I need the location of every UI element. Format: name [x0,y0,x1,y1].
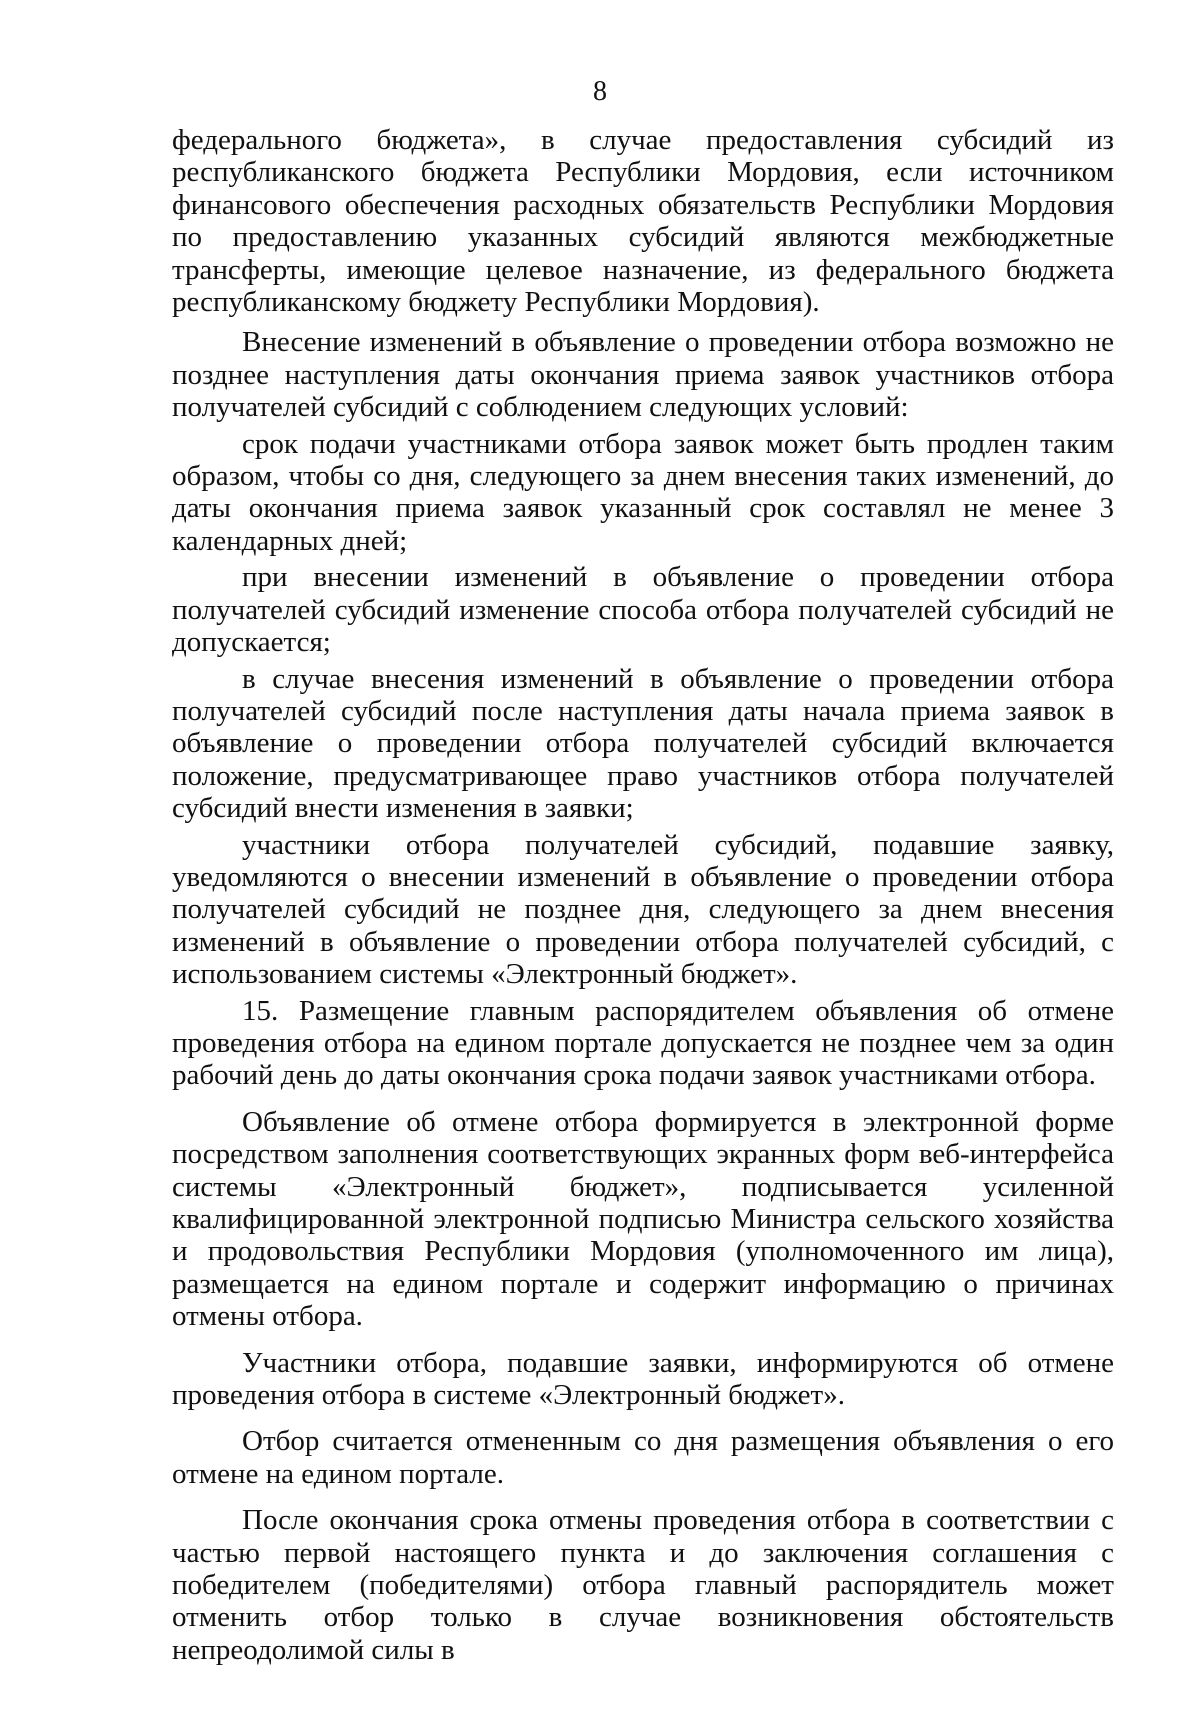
paragraph-deadline-extension: срок подачи участниками отбора заявок может быть продлен таким образом, чтобы со дня, следующего за днем внесения таких изменений, до даты окончания приема заявок указанный срок составлял не менее 3 календарных дней; [172,427,1114,557]
page-number: 8 [593,76,607,107]
paragraph-method-change: при внесении изменений в объявление о проведении отбора получателей субсидий изменение способа отбора получателей субсидий не допускается; [172,561,1114,659]
paragraph-item-15: 15. Размещение главным распорядителем объявления об отмене проведения отбора на едином портале допускается не позднее чем за один рабочий день до даты окончания срока подачи заявок участниками отбора. [172,994,1114,1092]
paragraph-selection-cancelled: Отбор считается отмененным со дня размещения объявления о его отмене на едином портале. [172,1425,1114,1490]
paragraph-continuation: федерального бюджета», в случае предоставления субсидий из республиканского бюджета Республики Мордовия, если источником финансового обеспечения расходных обязательств Республики Мордовия по предоставлению указанных субсидий являются межбюджетные трансферты, имеющие целевое назначение, из федерального бюджета республиканскому бюджету Республики Мордовия). [172,124,1114,319]
paragraph-participant-notification: участники отбора получателей субсидий, подавшие заявку, уведомляются о внесении изменений в объявление о проведении отбора получателей субсидий не позднее дня, следующего за днем внесения изменений в объявление о проведении отбора получателей субсидий, с использованием системы «Электронный бюджет». [172,828,1114,991]
paragraph-cancellation-notice: Объявление об отмене отбора формируется в электронной форме посредством заполнения соответствующих экранных форм веб-интерфейса системы «Электронный бюджет», подписывается усиленной квалифицированной электронной подписью Министра сельского хозяйства и продовольствия Республики Мордовия (уполномоченного им лица), размещается на едином портале и содержит информацию о причинах отмены отбора. [172,1105,1114,1333]
paragraph-participants-informed: Участники отбора, подавшие заявки, информируются об отмене проведения отбора в системе «Электронный бюджет». [172,1346,1114,1412]
paragraph-force-majeure: После окончания срока отмены проведения отбора в соответствии с частью первой настоящего пункта и до заключения соглашения с победителем (победителями) отбора главный распорядитель может отменить отбор только в случае возникновения обстоятельств непреодолимой силы в [172,1504,1114,1666]
paragraph-amendment-intro: Внесение изменений в объявление о проведении отбора возможно не позднее наступления даты окончания приема заявок участников отбора получателей субсидий с соблюдением следующих условий: [172,326,1114,424]
paragraph-amend-applications: в случае внесения изменений в объявление о проведении отбора получателей субсидий после наступления даты начала приема заявок в объявление о проведении отбора получателей субсидий включается положение, предусматривающее право участников отбора получателей субсидий внести изменения в заявки; [172,662,1114,825]
document-body [172,124,1114,1666]
